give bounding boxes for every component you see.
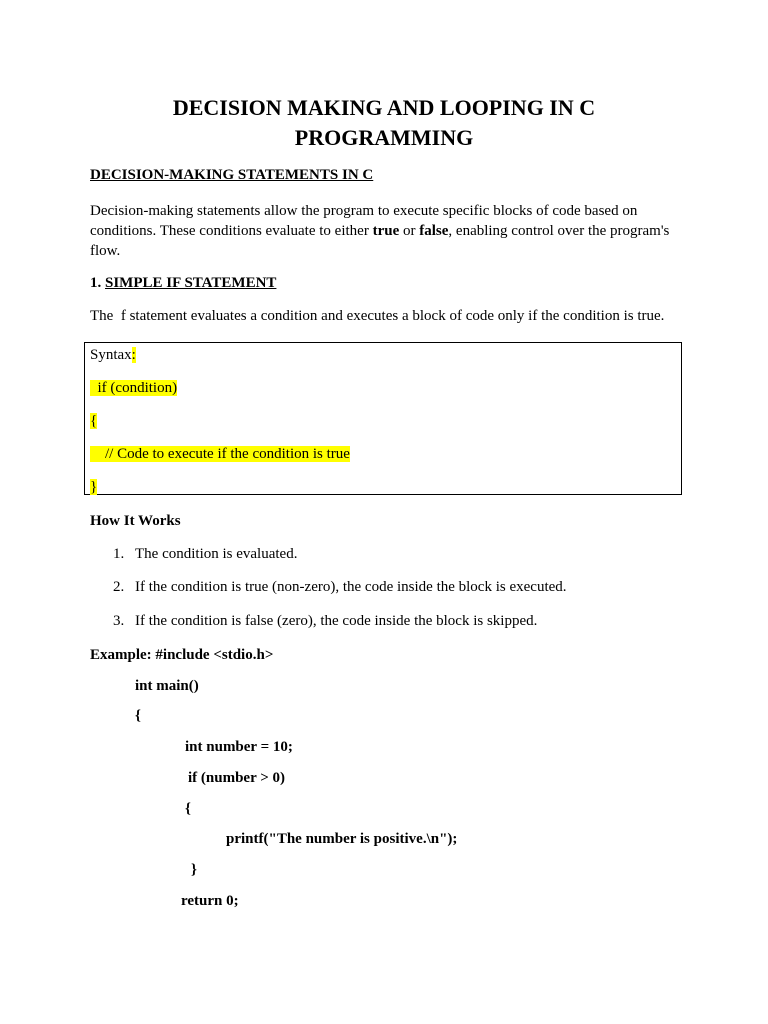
- code-line: {: [185, 801, 191, 817]
- title-line-2: PROGRAMMING: [294, 125, 474, 150]
- code-line: int main(): [135, 678, 199, 694]
- intro-bold-false: false: [419, 223, 449, 239]
- list-item: [113, 579, 567, 596]
- subsection-title: SIMPLE IF STATEMENT: [105, 275, 277, 291]
- list-item-number: 1.: [113, 546, 125, 562]
- code-line: }: [191, 862, 197, 878]
- list-item-number: 3.: [113, 613, 125, 629]
- code-line: if (number > 0): [188, 770, 286, 786]
- list-item-text: If the condition is true (non-zero), the code inside the block is executed.: [135, 579, 567, 595]
- syntax-label: Syntax: [90, 347, 132, 363]
- list-item-text: The condition is evaluated.: [135, 546, 298, 562]
- intro-bold-true: true: [372, 223, 400, 239]
- syntax-line-1: [90, 379, 177, 397]
- example-label: Example: #include <stdio.h>: [90, 647, 274, 663]
- section-heading: DECISION-MAKING STATEMENTS IN C: [90, 167, 374, 183]
- code-line: return 0;: [181, 893, 239, 909]
- syntax-line-2: [90, 412, 97, 430]
- intro-text-1: Decision-making statements allow the program to execute specific blocks of code based on conditions. These conditions evaluate to either: [90, 203, 638, 239]
- syntax-label-line: [90, 346, 136, 364]
- code-line: {: [135, 708, 141, 724]
- document-title: [90, 93, 678, 153]
- syntax-box: [84, 342, 682, 495]
- list-item: [113, 546, 297, 563]
- title-line-1: DECISION MAKING AND LOOPING IN C: [172, 95, 596, 120]
- syntax-line-3-text: // Code to execute if the condition is true: [90, 446, 350, 462]
- code-line: printf("The number is positive.\n");: [226, 831, 458, 847]
- intro-text-2: or: [399, 223, 420, 239]
- list-item-number: 2.: [113, 579, 125, 595]
- subsection-heading: [90, 275, 276, 292]
- list-item: [113, 613, 537, 630]
- syntax-colon: :: [131, 347, 136, 363]
- syntax-line-3: [90, 445, 350, 463]
- syntax-line-1-text: if (condition): [90, 380, 178, 396]
- list-item-text: If the condition is false (zero), the code inside the block is skipped.: [135, 613, 538, 629]
- subsection-intro: The f statement evaluates a condition and executes a block of code only if the condition is true.: [90, 308, 665, 324]
- code-line: int number = 10;: [185, 739, 293, 755]
- subsection-number: 1.: [90, 275, 105, 291]
- syntax-line-4: [90, 478, 97, 496]
- syntax-line-2-text: {: [90, 413, 98, 429]
- syntax-line-4-text: }: [90, 479, 98, 495]
- intro-paragraph: [90, 201, 690, 261]
- intro-text-3: , enabling control over the program's flow.: [90, 223, 670, 259]
- how-it-works-heading: How It Works: [90, 513, 181, 529]
